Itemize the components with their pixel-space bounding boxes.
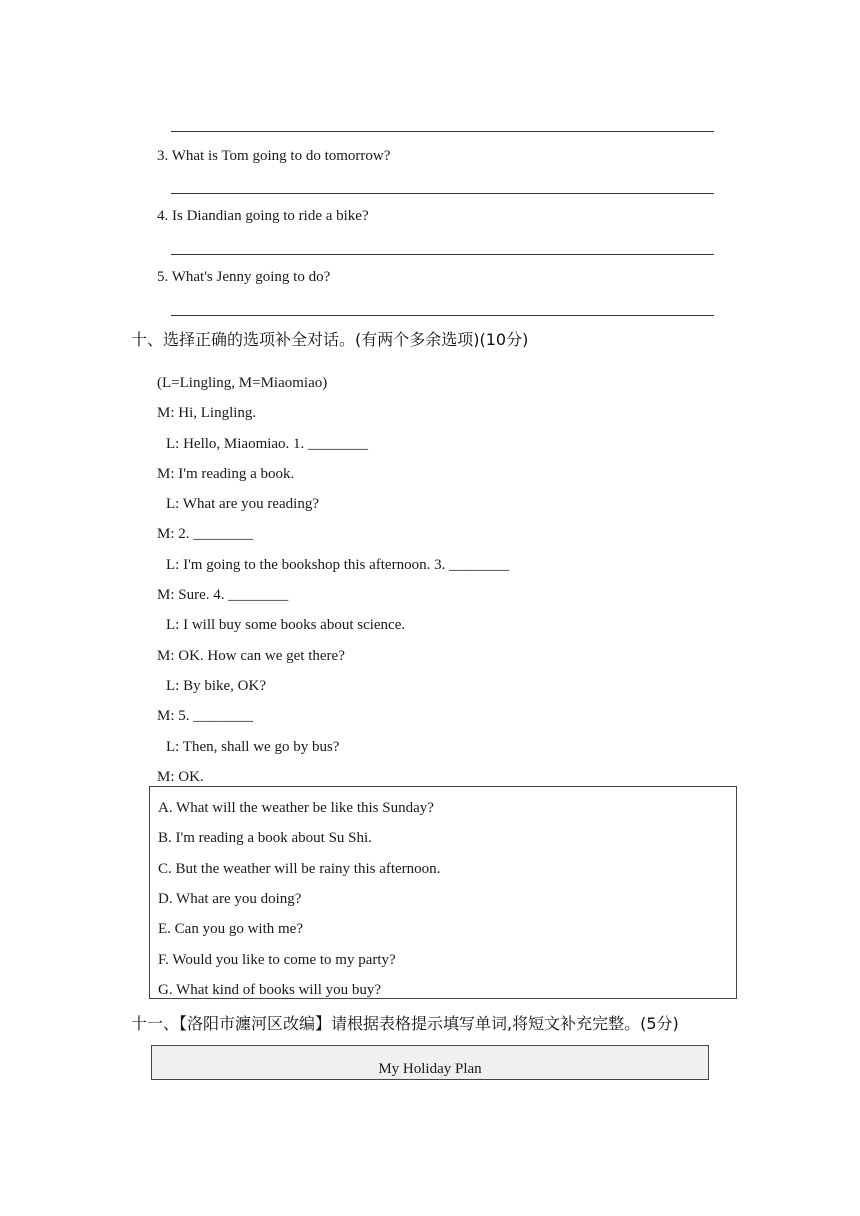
section-11-heading: 十一、【洛阳市瀍河区改编】请根据表格提示填写单词,将短文补充完整。(5分) [131, 1014, 679, 1033]
section-10-heading: 十、选择正确的选项补全对话。(有两个多余选项)(10分) [131, 330, 529, 349]
answer-line-2[interactable] [171, 131, 714, 132]
dialogue-line-13: M: OK. [157, 769, 204, 785]
dialogue-line-5: M: 2. ________ [157, 526, 254, 542]
dialogue-line-3: M: I'm reading a book. [157, 466, 295, 482]
dialogue-line-1: M: Hi, Lingling. [157, 405, 257, 421]
dialogue-line-8: L: I will buy some books about science. [166, 617, 406, 633]
option-e: E. Can you go with me? [158, 921, 303, 937]
answer-line-3[interactable] [171, 193, 714, 194]
holiday-plan-table [151, 1045, 709, 1080]
question-4: 4. Is Diandian going to ride a bike? [157, 208, 369, 224]
dialogue-line-12: L: Then, shall we go by bus? [166, 739, 340, 755]
dialogue-line-7: M: Sure. 4. ________ [157, 587, 289, 603]
option-d: D. What are you doing? [158, 891, 302, 907]
question-5: 5. What's Jenny going to do? [157, 269, 331, 285]
dialogue-line-2: L: Hello, Miaomiao. 1. ________ [166, 436, 369, 452]
answer-line-4[interactable] [171, 254, 714, 255]
question-3: 3. What is Tom going to do tomorrow? [157, 148, 391, 164]
option-g: G. What kind of books will you buy? [158, 982, 382, 998]
table-title: My Holiday Plan [378, 1061, 482, 1077]
answer-line-5[interactable] [171, 315, 714, 316]
option-a: A. What will the weather be like this Sunday? [158, 800, 434, 816]
dialogue-line-9: M: OK. How can we get there? [157, 648, 345, 664]
speaker-legend: (L=Lingling, M=Miaomiao) [157, 375, 328, 391]
option-b: B. I'm reading a book about Su Shi. [158, 830, 372, 846]
option-c: C. But the weather will be rainy this afternoon. [158, 861, 441, 877]
dialogue-line-6: L: I'm going to the bookshop this afternoon. 3. ________ [166, 557, 510, 573]
dialogue-line-10: L: By bike, OK? [166, 678, 266, 694]
options-box [149, 786, 737, 999]
option-f: F. Would you like to come to my party? [158, 952, 396, 968]
dialogue-line-4: L: What are you reading? [166, 496, 319, 512]
dialogue-line-11: M: 5. ________ [157, 708, 254, 724]
